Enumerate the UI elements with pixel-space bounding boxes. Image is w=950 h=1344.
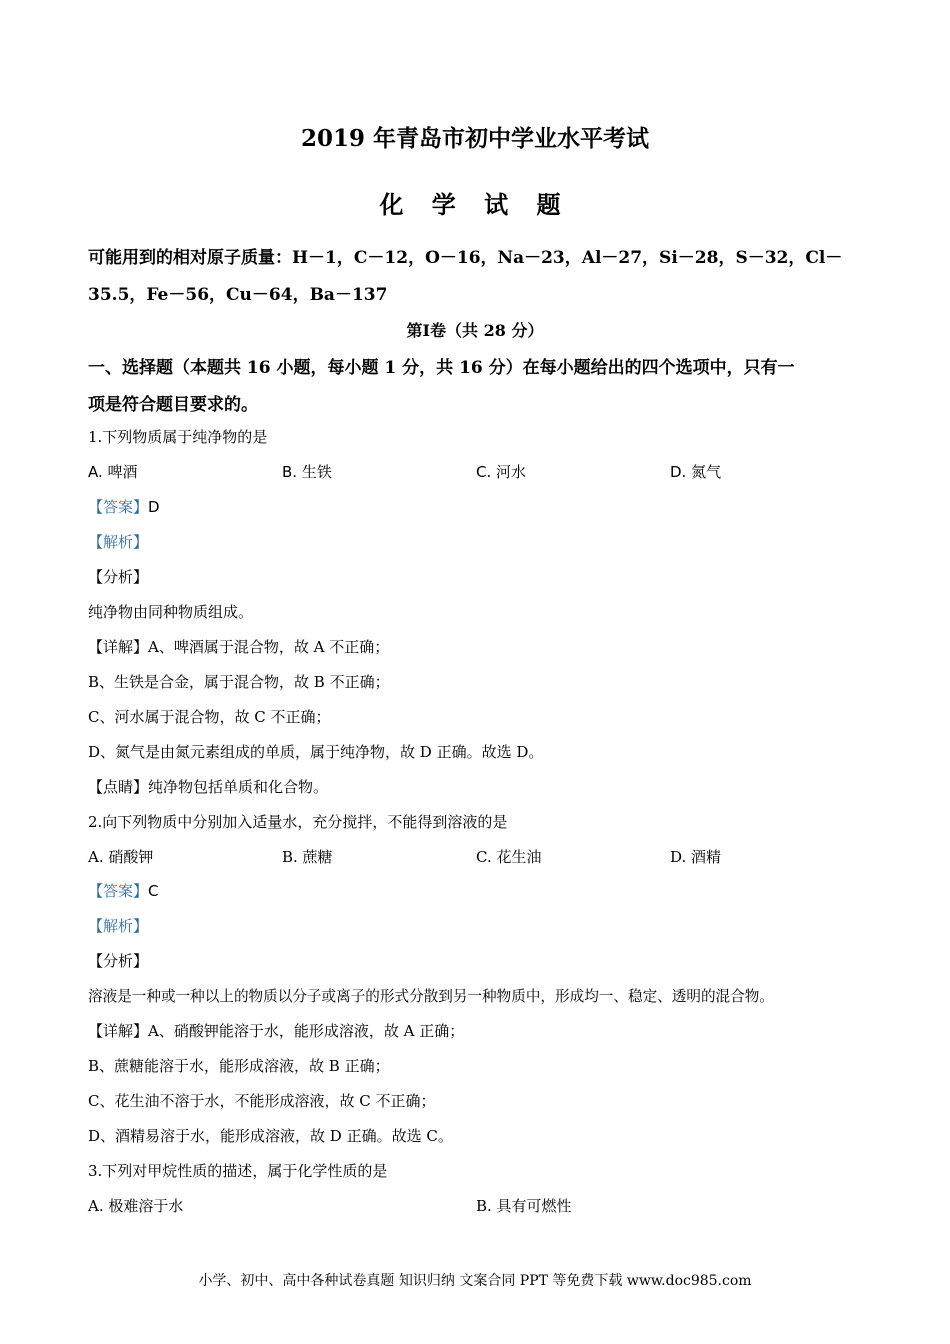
question-1-option-b: B. 生铁 bbox=[282, 463, 332, 481]
question-1-option-d: D. 氮气 bbox=[670, 463, 722, 481]
answer-value: D bbox=[148, 498, 160, 516]
question-1-detail-2: B、生铁是合金，属于混合物，故 B 不正确； bbox=[88, 673, 390, 691]
question-1-option-c: C. 河水 bbox=[476, 463, 527, 481]
question-3-stem: 3.下列对甲烷性质的描述，属于化学性质的是 bbox=[88, 1162, 388, 1180]
question-1-analysis-label: 【解析】 bbox=[88, 533, 149, 551]
question-2-detail-1: 【详解】A、硝酸钾能溶于水，能形成溶液，故 A 正确； bbox=[88, 1022, 465, 1040]
question-1-detail-1: 【详解】A、啤酒属于混合物，故 A 不正确； bbox=[88, 638, 390, 656]
question-2-option-c: C. 花生油 bbox=[476, 848, 542, 866]
question-3-option-b: B. 具有可燃性 bbox=[476, 1197, 572, 1215]
question-1-fenxi-label: 【分析】 bbox=[88, 568, 149, 586]
question-1-stem: 1.下列物质属于纯净物的是 bbox=[88, 428, 268, 446]
question-3-option-a: A. 极难溶于水 bbox=[88, 1197, 184, 1215]
question-2-detail-2: B、蔗糖能溶于水，能形成溶液，故 B 正确； bbox=[88, 1057, 390, 1075]
question-2-detail-3: C、花生油不溶于水，不能形成溶液，故 C 不正确； bbox=[88, 1092, 436, 1110]
section-heading-line-2: 项是符合题目要求的。 bbox=[88, 395, 258, 415]
question-2-detail-4: D、酒精易溶于水，能形成溶液，故 D 正确。故选 C。 bbox=[88, 1127, 453, 1145]
question-1-detail-4: D、氮气是由氮元素组成的单质，属于纯净物，故 D 正确。故选 D。 bbox=[88, 743, 544, 761]
question-2-option-a: A. 硝酸钾 bbox=[88, 848, 154, 866]
atomic-masses-line-1: 可能用到的相对原子质量：H－1，C－12，O－16，Na－23，Al－27，Si－28，S－32，Cl－ bbox=[88, 248, 843, 268]
question-2-answer bbox=[88, 880, 159, 901]
page-subtitle: 化 学 试 题 bbox=[379, 190, 571, 219]
question-2-option-d: D. 酒精 bbox=[670, 848, 722, 866]
answer-value: C bbox=[148, 882, 159, 900]
atomic-masses-line-2: 35.5，Fe－56，Cu－64，Ba－137 bbox=[88, 285, 388, 305]
question-1-option-a: A. 啤酒 bbox=[88, 463, 138, 481]
answer-label: 【答案】 bbox=[88, 498, 149, 516]
question-2-option-b: B. 蔗糖 bbox=[282, 848, 333, 866]
answer-label: 【答案】 bbox=[88, 882, 149, 900]
question-1-fenxi: 纯净物由同种物质组成。 bbox=[88, 603, 254, 621]
question-1-detail-3: C、河水属于混合物，故 C 不正确； bbox=[88, 708, 331, 726]
question-2-stem: 2.向下列物质中分别加入适量水，充分搅拌，不能得到溶液的是 bbox=[88, 813, 508, 831]
question-1-answer bbox=[88, 496, 160, 517]
section-heading-line-1: 一、选择题（本题共 16 小题，每小题 1 分，共 16 分）在每小题给出的四个选项中，只有一 bbox=[88, 358, 795, 378]
question-2-fenxi-label: 【分析】 bbox=[88, 952, 149, 970]
page-footer: 小学、初中、高中各种试卷真题 知识归纳 文案合同 PPT 等免费下载 www.doc985.com bbox=[198, 1273, 752, 1289]
volume-heading: 第Ⅰ卷（共 28 分） bbox=[406, 321, 544, 340]
question-2-analysis-label: 【解析】 bbox=[88, 917, 149, 935]
question-2-fenxi: 溶液是一种或一种以上的物质以分子或离子的形式分散到另一种物质中，形成均一、稳定、透明的混合物。 bbox=[88, 988, 774, 1005]
page-title: 2019 年青岛市初中学业水平考试 bbox=[300, 125, 650, 152]
question-1-dianjing: 【点睛】纯净物包括单质和化合物。 bbox=[88, 778, 329, 796]
